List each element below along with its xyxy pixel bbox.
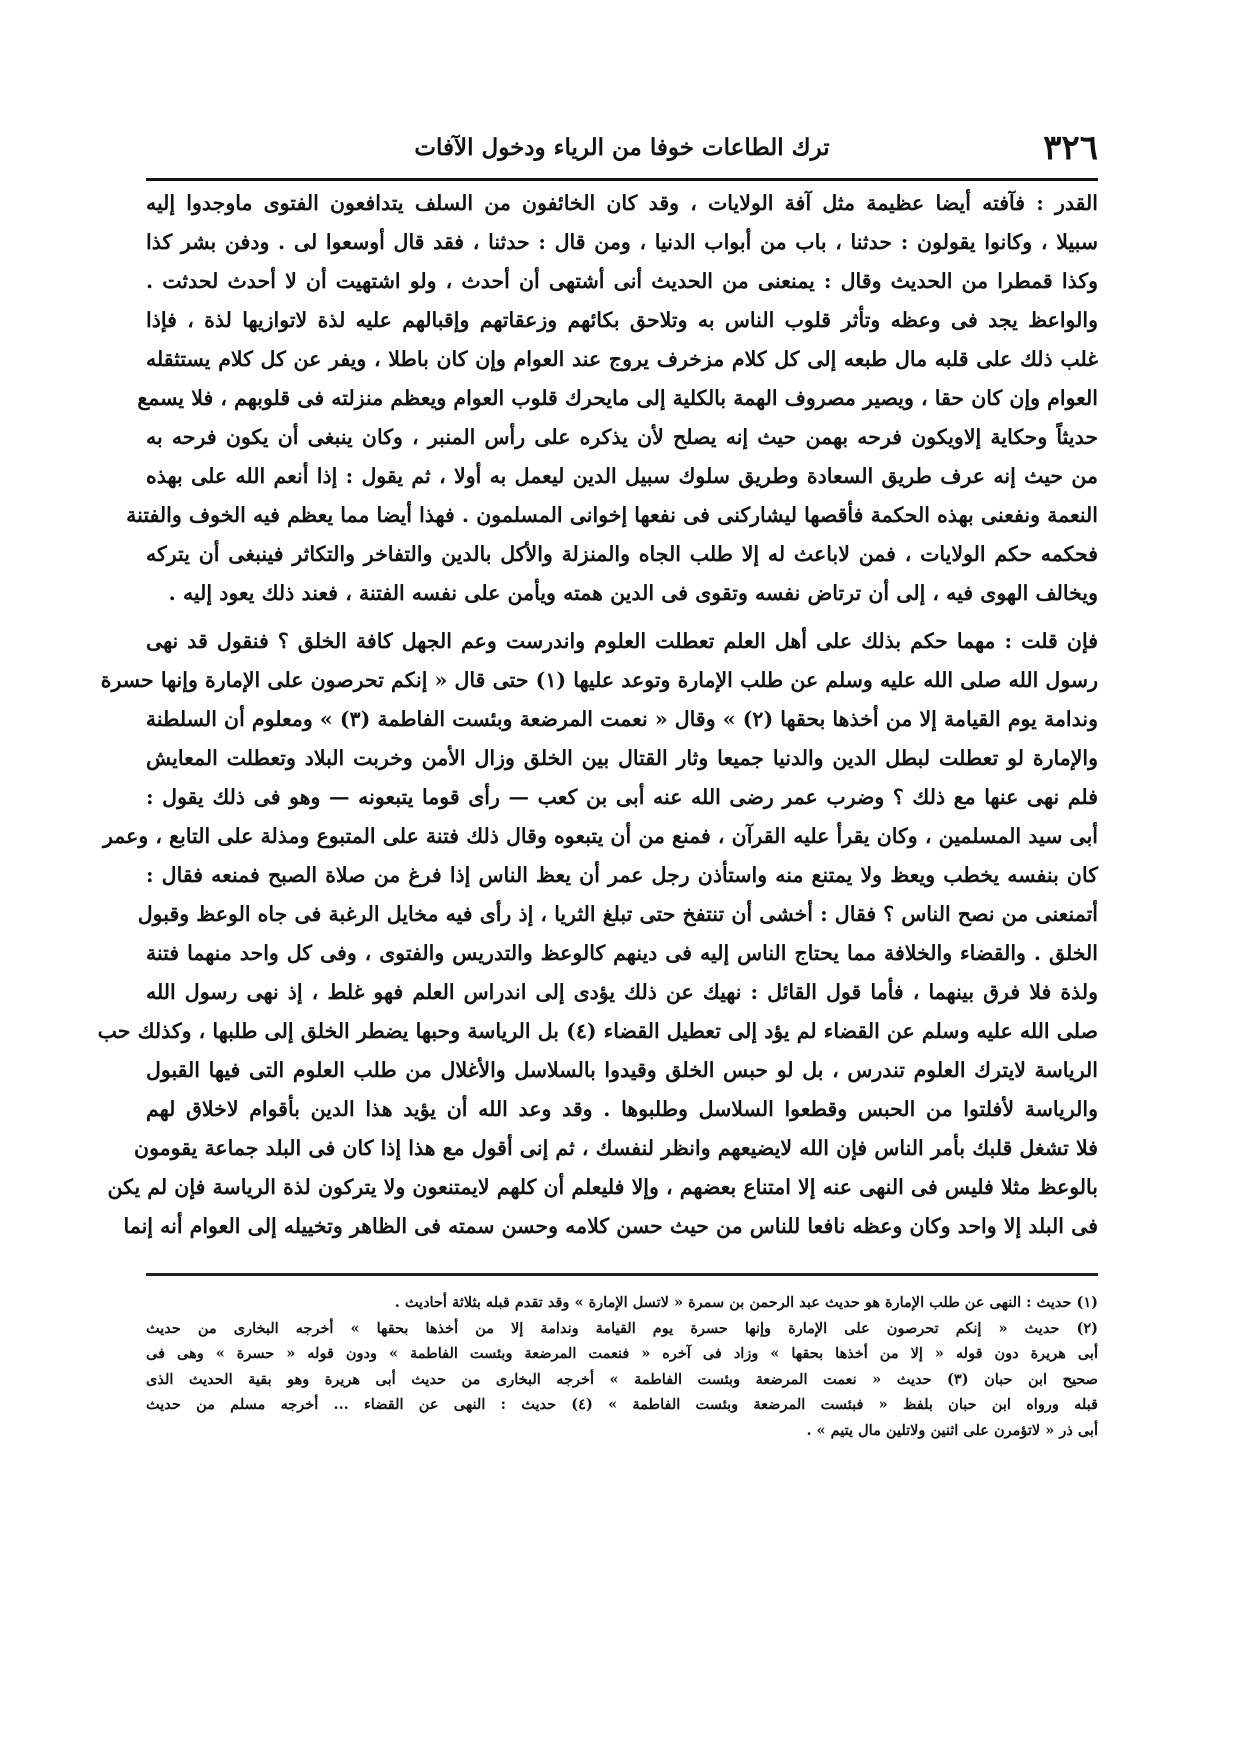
footnote-rule: [146, 1273, 1098, 1276]
text-line: ولذة فلا فرق بينهما ، فأما قول القائل : نهيك عن ذلك يؤدى إلى اندراس العلم فهو غلط ، إذ نهى رسول الله: [146, 980, 1098, 1004]
text-line: رسول الله صلى الله عليه وسلم عن طلب الإمارة وتوعد عليها (١) حتى قال « إنكم تحرصون على الإمارة وإنها حسرة: [100, 668, 1098, 692]
text-line: أتمنعنى من نصح الناس ؟ فقال : أخشى أن تنتفخ حتى تبلغ الثريا ، إذ رأى فيه مخايل الرغبة فى جاه الوعظ وقبول: [137, 902, 1098, 926]
text-line: فإن قلت : مهما حكم بذلك على أهل العلم تعطلت العلوم واندرست وعم الجهل كافة الخلق ؟ فنقول قد نهى: [146, 629, 1098, 653]
page-number: ٣٢٦: [1043, 128, 1098, 168]
text-line: وكذا قمطرا من الحديث وقال : يمنعنى من الحديث أنى أشتهى أن أحدث ، ولو اشتهيت أن لا أحدث لحدثت .: [146, 269, 1098, 293]
text-line: صلى الله عليه وسلم عن القضاء لم يؤد إلى تعطيل القضاء (٤) بل الرياسة وحبها يضطر الخلق إلى طلبها ، وكذلك حب: [97, 1019, 1098, 1043]
footnote-line: (٢) حديث « إنكم تحرصون على الإمارة وإنها حسرة يوم القيامة وندامة إلا من أخذها بحقها » أخرجه البخارى من حديث: [146, 1319, 1098, 1337]
text-line: فى البلد إلا واحد وكان وعظه نافعا للناس من حيث حسن كلامه وحسن سمته فى الظاهر وتخييله إلى العوام أنه إنما: [123, 1214, 1098, 1238]
text-line: ويخالف الهوى فيه ، إلى أن ترتاض نفسه وتقوى فى الدين همته ويأمن على نفسه الفتنة ، فعند ذلك يعود إليه .: [168, 581, 1098, 605]
footnote-line: صحيح ابن حبان (٣) حديث « نعمت المرضعة وبئست الفاطمة » أخرجه البخارى من حديث أبى هريرة وهو بقية الحديث الذى: [146, 1370, 1098, 1388]
text-line: فحكمه حكم الولايات ، فمن لاباعث له إلا طلب الجاه والمنزلة والأكل بالدين والتفاخر والتكاثر فينبغى أن يتركه: [146, 542, 1098, 566]
text-line: حديثاً وحكاية إلاويكون فرحه بهمن حيث إنه يصلح لأن يذكره على رأس المنبر ، وكان ينبغى أن يكون فرحه به: [146, 425, 1098, 449]
paragraph-1: [126, 184, 1098, 613]
footnotes: [146, 1290, 1098, 1443]
paragraph-2: [97, 622, 1098, 1246]
text-line: سبيلا ، وكانوا يقولون : حدثنا ، باب من أبواب الدنيا ، ومن قال : حدثنا ، فقد قال أوسعوا لى . ودفن بشر كذا: [146, 230, 1098, 254]
text-line: غلب ذلك على قلبه مال طبعه إلى كل كلام مزخرف يروج عند العوام وإن كان باطلا ، ويفر عن كل كلام يستثقله: [146, 347, 1098, 371]
header-rule: [146, 178, 1098, 181]
text-line: الرياسة لايترك العلوم تندرس ، بل لو حبس الخلق وقيدوا بالسلاسل والأغلال من طلب العلوم التى فيها القبول: [146, 1058, 1098, 1082]
footnote-line: أبى هريرة دون قوله « إلا من أخذها بحقها » وزاد فى آخره « فنعمت المرضعة وبئست الفاطمة » ودون قوله « حسرة » وهى فى: [146, 1345, 1098, 1362]
text-line: والإمارة لو تعطلت لبطل الدين والدنيا جميعا وثار القتال بين الخلق وزال الأمن وخربت البلاد وتعطلت المعايش: [146, 746, 1098, 770]
text-line: القدر : فآفته أيضا عظيمة مثل آفة الولايات ، وقد كان الخائفون من السلف يتدافعون الفتوى ماوجدوا إليه: [146, 191, 1098, 215]
text-line: فلم نهى عنها مع ذلك ؟ وضرب عمر رضى الله عنه أبى بن كعب — رأى قوما يتبعونه — وهو فى ذلك يقول :: [146, 785, 1098, 809]
text-line: والرياسة لأفلتوا من الحبس وقطعوا السلاسل وطلبوها . وقد وعد الله أن يؤيد هذا الدين بأقوام لاخلاق لهم: [146, 1097, 1098, 1121]
main-text: [97, 184, 1098, 1246]
text-line: أبى سيد المسلمين ، وكان يقرأ عليه القرآن ، فمنع من أن يتبعوه وقال ذلك فتنة على المتبوع ومذلة على التابع ، وعمر: [103, 824, 1098, 848]
text-line: العوام وإن كان حقا ، ويصير مصروف الهمة بالكلية إلى مايحرك قلوب العوام ويعظم منزلته فى قلوبهم ، فلا يسمع: [137, 386, 1098, 410]
text-line: من حيث إنه عرف طريق السعادة وطريق سلوك سبيل الدين ليعمل به أولا ، ثم يقول : إذا أنعم الله على بهذه: [146, 464, 1098, 488]
text-line: كان بنفسه يخطب ويعظ ولا يمتنع منه واستأذن رجل عمر أن يعظ الناس إذا فرغ من صلاة الصبح فمنعه فقال :: [146, 863, 1098, 887]
footnote-line: قبله ورواه ابن حبان بلفظ « فبئست المرضعة وبئست الفاطمة » (٤) حديث : النهى عن القضاء ... أخرجه مسلم من حديث: [146, 1396, 1098, 1413]
text-line: فلا تشغل قلبك بأمر الناس فإن الله لايضيعهم وانظر لنفسك ، ثم إنى أقول مع هذا إذا كان فى البلد جماعة يقومون: [134, 1136, 1098, 1160]
running-header: [146, 128, 1098, 172]
text-line: وندامة يوم القيامة إلا من أخذها بحقها (٢) » وقال « نعمت المرضعة وبئست الفاطمة (٣) » ومعلوم أن السلطنة: [145, 707, 1098, 731]
footnote-line: أبى ذر « لاتؤمرن على اثنين ولاتلين مال يتيم » .: [806, 1421, 1098, 1439]
text-line: بالوعظ مثلا فليس فى النهى عنه إلا امتناع بعضهم ، وإلا فليعلم أن كلهم لايمتنعون ولا يتركون لذة الرياسة فإن لم يكن: [107, 1175, 1098, 1199]
text-line: الخلق . والقضاء والخلافة مما يحتاج الناس إليه فى دينهم كالوعظ والتدريس والفتوى ، وفى كل واحد منهما فتنة: [146, 941, 1098, 965]
footnote-line: (١) حديث : النهى عن طلب الإمارة هو حديث عبد الرحمن بن سمرة « لاتسل الإمارة » وقد تقدم قبله بثلاثة أحاديث .: [394, 1294, 1098, 1311]
text-line: النعمة ونفعنى بهذه الحكمة فأقصها ليشاركنى فى نفعها إخوانى المسلمون . فهذا أيضا مما يعظم فيه الخوف والفتنة: [126, 503, 1098, 527]
text-line: والواعظ يجد فى وعظه وتأثر قلوب الناس به وتلاحق بكائهم وزعقاتهم وإقبالهم عليه لذة لاتوازيها لذة ، فإذا: [146, 308, 1098, 332]
running-title: ترك الطاعات خوفا من الرياء ودخول الآفات: [414, 134, 830, 161]
